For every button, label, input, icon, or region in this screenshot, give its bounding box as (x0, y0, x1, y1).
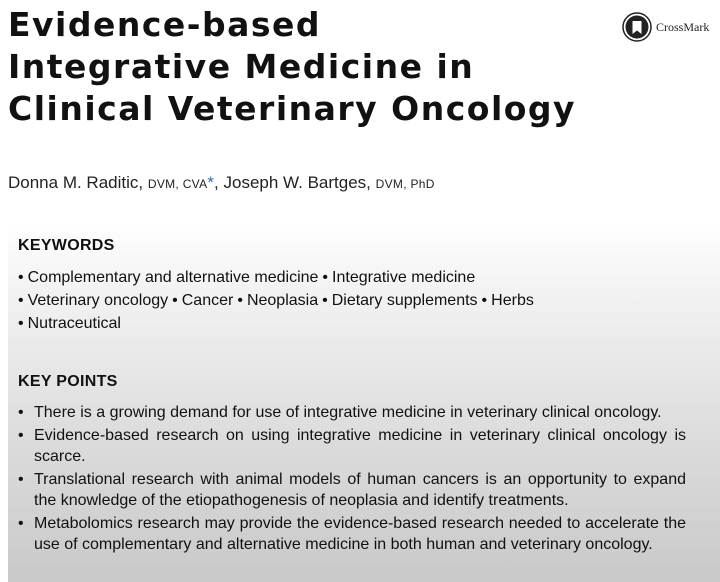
keywords-line (18, 266, 698, 289)
key-points-heading: KEY POINTS (18, 373, 118, 390)
keyword: Veterinary oncology (27, 292, 169, 309)
key-point-item: • Translational research with animal models of human cancers is an opportunity to expand the knowledge of the etiopathogenesis of neoplasia and identify treatments. (18, 469, 686, 511)
key-point-item: • There is a growing demand for use of integrative medicine in veterinary clinical oncology. (18, 402, 686, 423)
title-line-3: Clinical Veterinary Oncology (8, 89, 577, 128)
keywords-line (18, 289, 698, 312)
keyword: Neoplasia (246, 292, 319, 309)
corresponding-author-marker[interactable]: * (207, 173, 215, 192)
title-line-1: Evidence-based (8, 5, 322, 44)
keyword: Nutraceutical (27, 315, 121, 332)
keyword: Dietary supplements (331, 292, 478, 309)
key-points-list (18, 402, 686, 557)
article-title (8, 4, 608, 130)
keyword: Complementary and alternative medicine (27, 269, 319, 286)
bullet-mark: • (237, 292, 243, 309)
keyword: Integrative medicine (332, 269, 476, 286)
keyword: Herbs (491, 292, 534, 309)
bullet-mark: • (18, 292, 24, 309)
bullet-mark: • (18, 269, 24, 286)
bullet-mark: • (322, 292, 328, 309)
bullet-mark: • (322, 269, 329, 286)
author-name: Donna M. Raditic, (8, 173, 144, 192)
title-line-2: Integrative Medicine in (8, 47, 475, 86)
author-credentials: DVM, PhD (375, 177, 435, 191)
key-point-item: • Metabolomics research may provide the evidence-based research needed to accelerate the use of complementary and alternative medicine in both human and veterinary oncology. (18, 513, 686, 555)
bullet-mark: • (481, 292, 488, 309)
author-line (8, 170, 435, 197)
keyword: Cancer (181, 292, 234, 309)
keywords-line (18, 312, 698, 335)
keywords-list (18, 266, 698, 335)
author-credentials: DVM, CVA (147, 177, 208, 191)
bullet-mark: • (18, 315, 24, 332)
keywords-heading: KEYWORDS (18, 237, 115, 254)
author-name: Joseph W. Bartges, (223, 173, 371, 192)
author-separator: , (214, 173, 219, 192)
crossmark-label: CrossMark (656, 19, 710, 34)
summary-box (8, 222, 720, 582)
crossmark-icon (622, 12, 652, 42)
bullet-mark: • (172, 292, 178, 309)
key-point-item: • Evidence-based research on using integrative medicine in veterinary clinical oncology is scarce. (18, 425, 686, 467)
crossmark-badge[interactable] (622, 12, 709, 42)
